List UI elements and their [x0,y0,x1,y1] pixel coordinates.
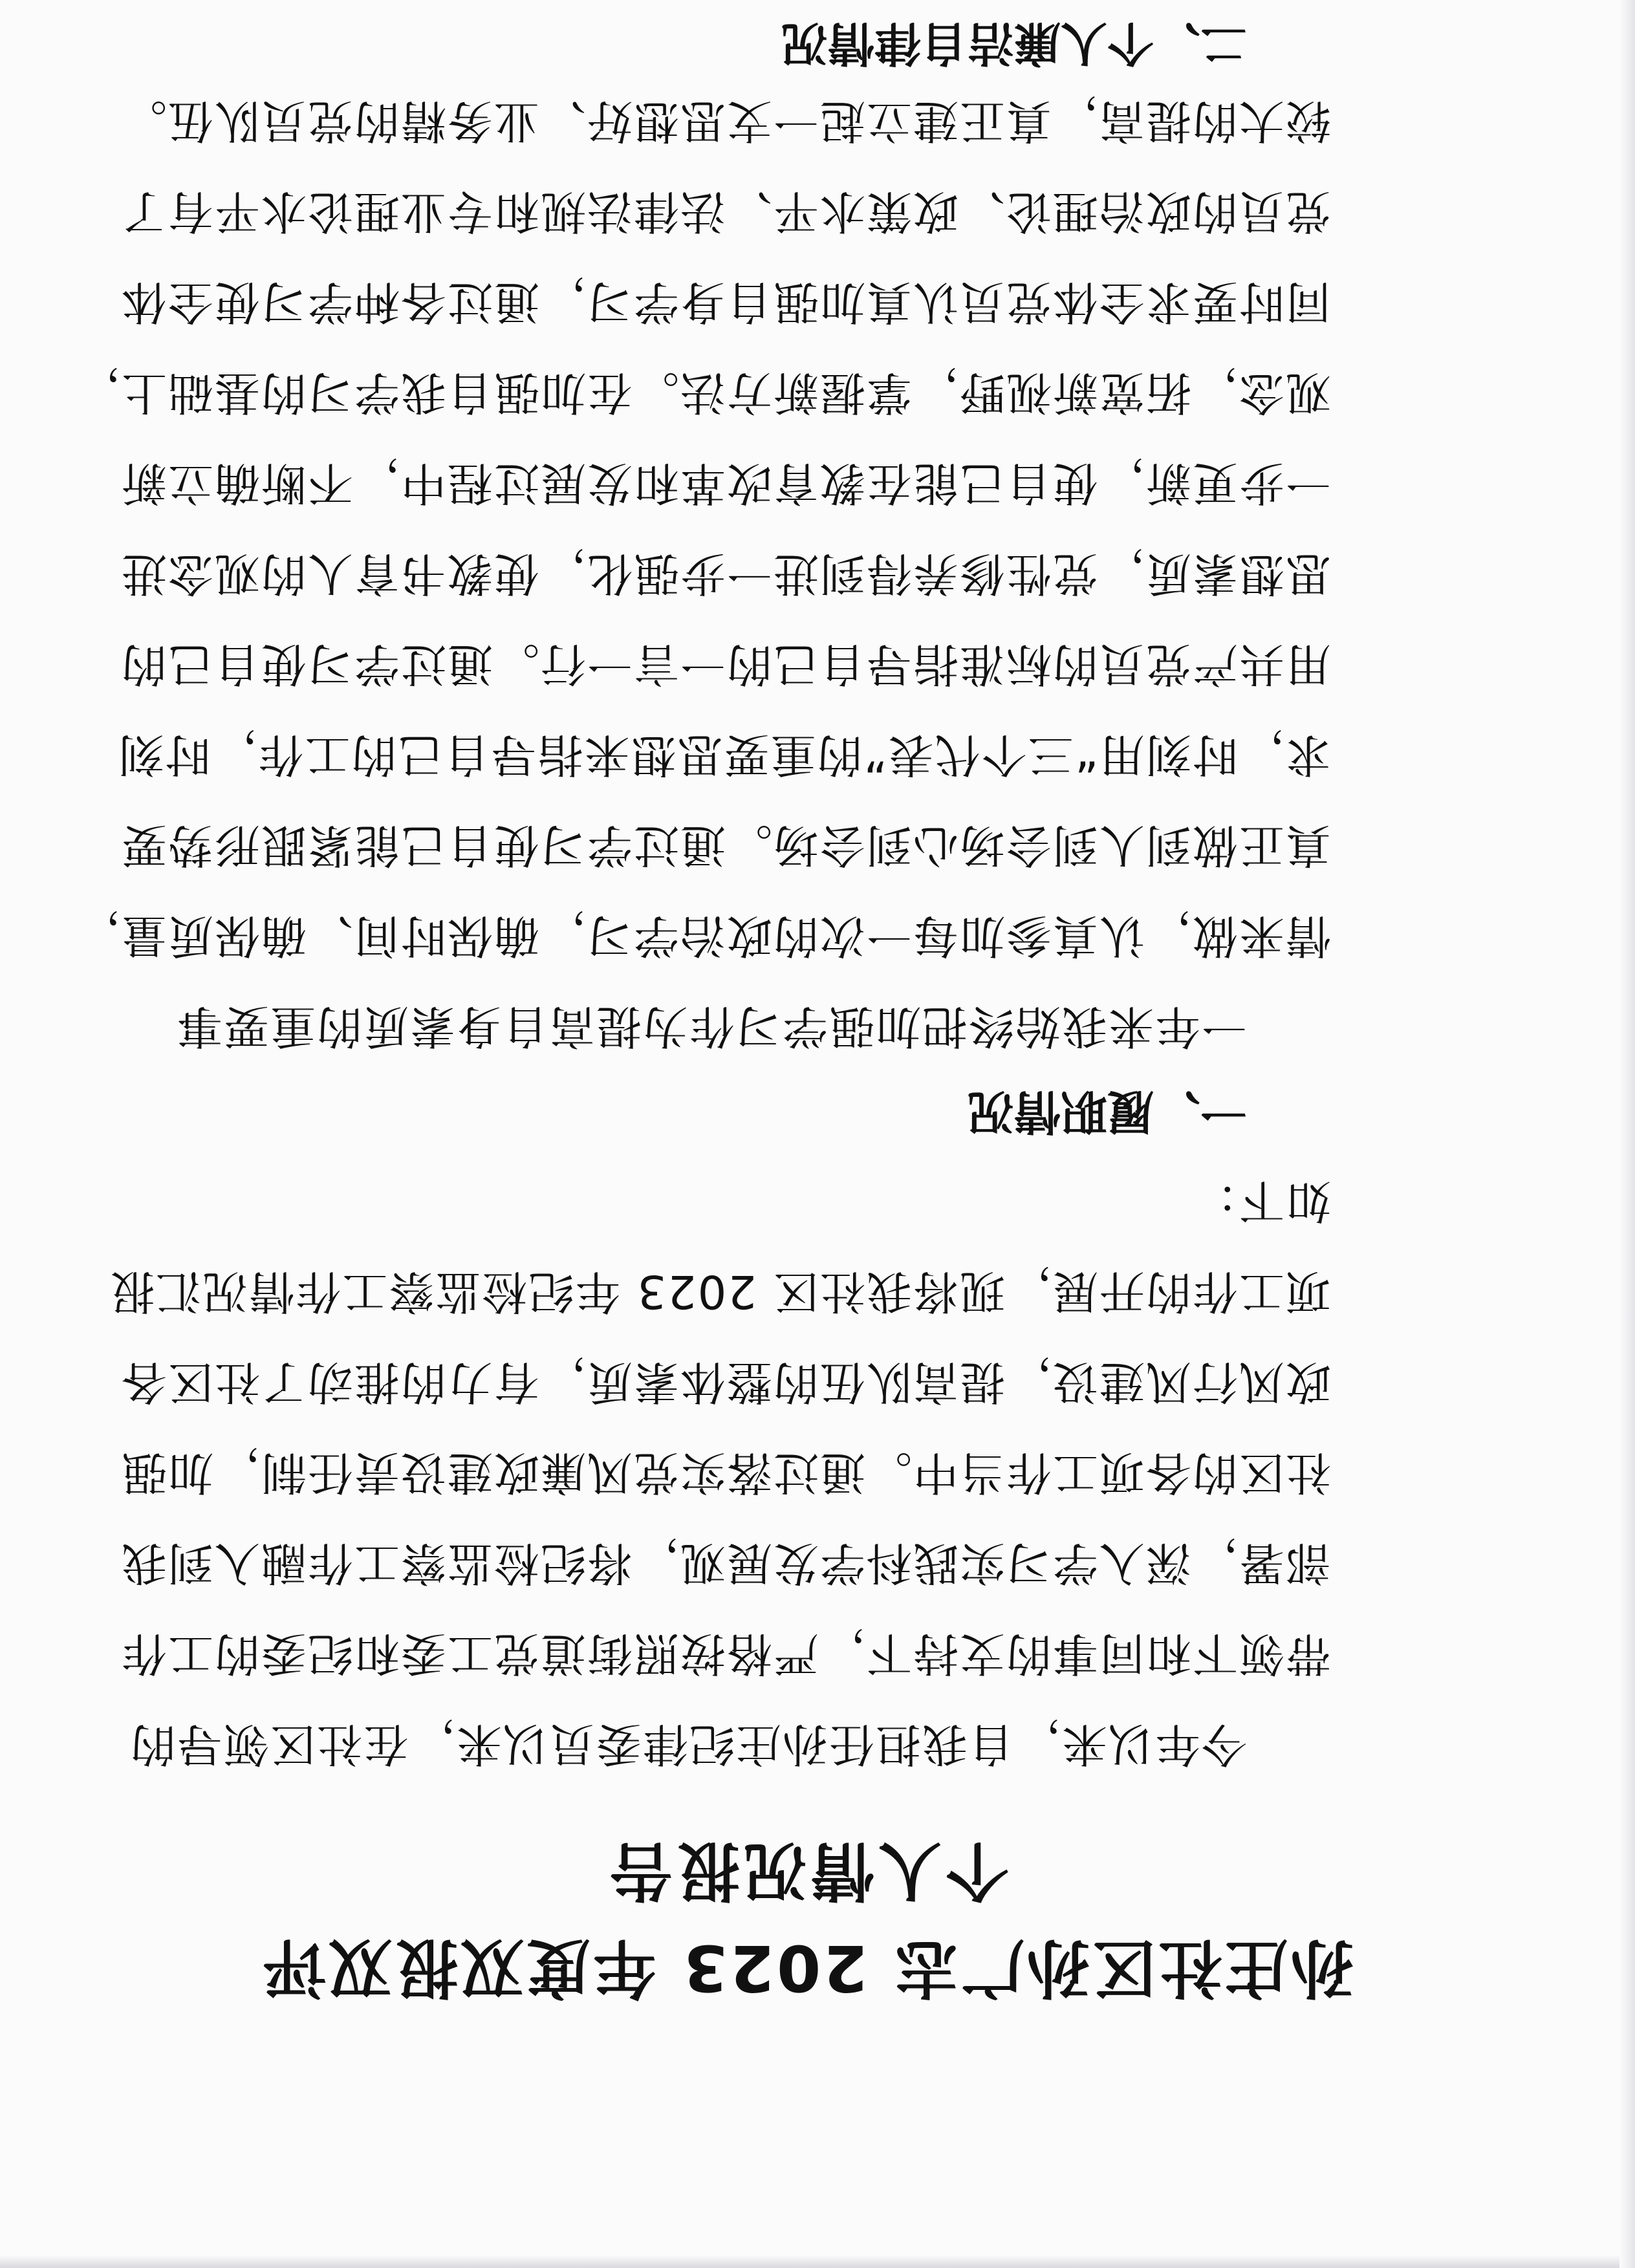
body-line: 较大的提高，真正建立起一支思想好、业务精的党员队伍。 [120,94,1331,147]
body-line: 思想素质，党性修养得到进一步强化，使教书育人的观念进 [120,547,1331,600]
body-line: 用共产党员的标准指导自己的一言一行。通过学习使自己的 [120,638,1331,691]
intro-line: 带领下和同事的支持下，严格按照街道党工委和纪委的工作 [120,1627,1331,1680]
scan-edge-shadow [0,2255,1635,2268]
body-line: 一步更新，使自己能在教育改革和发展过程中，不断确立新 [120,457,1331,510]
body-line: 求，时刻用“三个代表”的重要思想来指导自己的工作，时刻 [117,728,1331,781]
intro-line: 项工作的开展，现将我社区 2023 年纪检监察工作情况汇报 [108,1265,1331,1318]
body-line: 真正做到人到会场心到会场。通过学习使自己能紧跟形势要 [120,819,1331,872]
body-line: 一年来我始终把加强学习作为提高自身素质的重要事 [176,1000,1247,1053]
intro-line: 今年以来，自我担任孙庄纪律委员以来，在社区领导的 [129,1718,1247,1771]
section-heading: 一、履职情况 [967,1085,1247,1139]
body-line: 党员的政治理论、政策水平、法律法规和专业理论水平有了 [120,185,1331,238]
body-line: 情来做，认真参加每一次的政治学习，确保时间、确保质量， [74,909,1331,962]
intro-line: 部署，深入学习实践科学发展观，将纪检监察工作融入到我 [120,1537,1331,1590]
body-line: 同时要求全体党员认真加强自身学习，通过各种学习使全体 [120,275,1331,329]
intro-line: 政风行风建设，提高队伍的整体素质，有力的推动了社区各 [120,1355,1331,1409]
page-title: 孙庄社区孙广志 2023 年度双报双评 [260,1930,1354,2004]
page-subtitle: 个人情况报告 [605,1833,1010,1907]
scan-edge-shadow-left [1619,0,1635,2268]
intro-line: 如下： [1191,1174,1331,1227]
intro-line: 社区的各项工作当中。通过落实党风廉政建设责任制，加强 [120,1446,1331,1499]
section-heading: 二、个人廉洁自律情况 [781,16,1247,70]
body-line: 观念，拓宽新视野，掌握新方法。在加强自我学习的基础上， [74,366,1331,419]
